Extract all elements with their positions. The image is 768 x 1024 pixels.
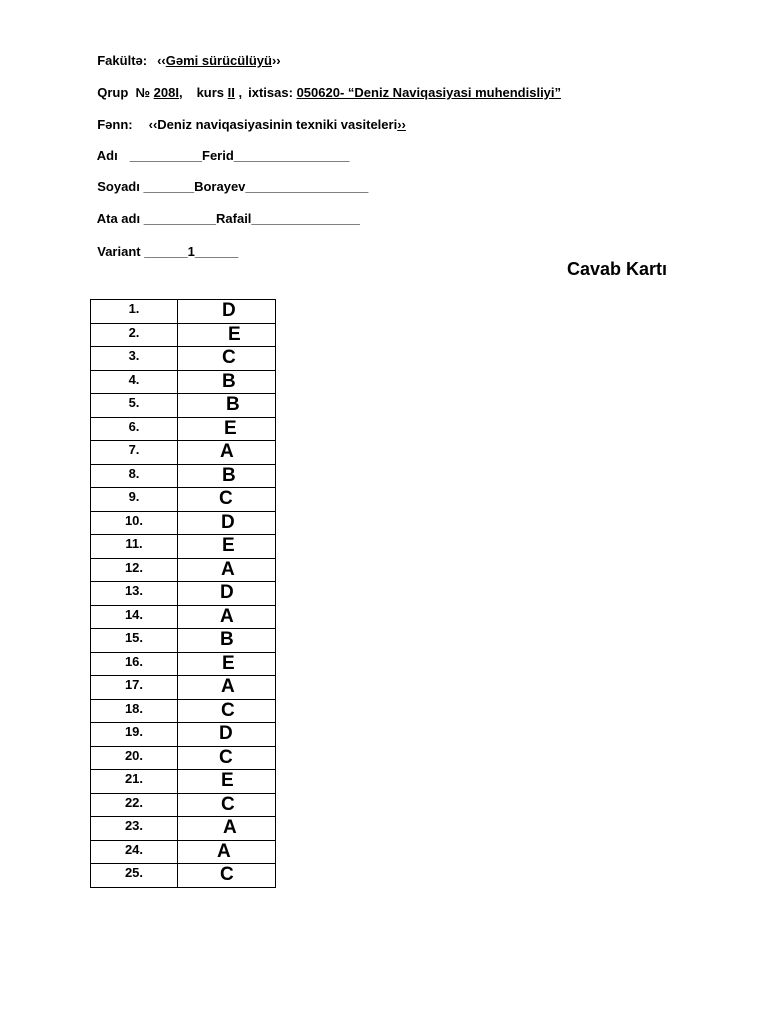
- faculty-label: Fakültə:: [97, 53, 148, 68]
- question-number: 23.: [91, 817, 178, 841]
- answer-table-body: [91, 300, 276, 888]
- table-row: [91, 558, 276, 582]
- question-number: 10.: [91, 511, 178, 535]
- faculty-line: [90, 37, 281, 69]
- table-row: [91, 793, 276, 817]
- answer-letter: C: [221, 699, 235, 721]
- answer-cell: [178, 723, 276, 747]
- question-number: 16.: [91, 652, 178, 676]
- variant-line: [90, 228, 238, 260]
- table-row: [91, 746, 276, 770]
- question-number: 20.: [91, 746, 178, 770]
- table-row: [91, 441, 276, 465]
- answer-cell: [178, 770, 276, 794]
- surname-line: [90, 163, 368, 195]
- question-number: 3.: [91, 347, 178, 371]
- table-row: [91, 652, 276, 676]
- answer-cell: [178, 535, 276, 559]
- question-number: 22.: [91, 793, 178, 817]
- question-number: 21.: [91, 770, 178, 794]
- group-line: [90, 69, 561, 101]
- table-row: [91, 511, 276, 535]
- faculty-close-quote: ››: [271, 53, 281, 68]
- subject-label: Fənn:: [97, 117, 133, 132]
- question-number: 11.: [91, 535, 178, 559]
- question-number: 1.: [91, 300, 178, 324]
- table-row: [91, 464, 276, 488]
- table-row: [91, 864, 276, 888]
- question-number: 8.: [91, 464, 178, 488]
- subject-close-quote: ››: [397, 117, 406, 132]
- faculty-value: Gəmi sürücülüyü: [165, 53, 272, 68]
- table-row: [91, 394, 276, 418]
- answer-letter: C: [219, 746, 233, 768]
- question-number: 17.: [91, 676, 178, 700]
- question-number: 4.: [91, 370, 178, 394]
- surname-label: Soyadı: [97, 179, 140, 194]
- table-row: [91, 723, 276, 747]
- answer-cell: [178, 370, 276, 394]
- answer-cell: [178, 582, 276, 606]
- course-comma: ,: [234, 85, 243, 100]
- table-row: [91, 417, 276, 441]
- table-row: [91, 347, 276, 371]
- father-name-label: Ata adı: [96, 211, 141, 226]
- specialty-value: 050620- “Deniz Naviqasiyasi muhendisliyi”: [296, 85, 562, 100]
- answer-cell: [178, 488, 276, 512]
- answer-cell: [178, 417, 276, 441]
- table-row: [91, 699, 276, 723]
- answer-letter: A: [217, 840, 231, 862]
- question-number: 12.: [91, 558, 178, 582]
- answer-cell: [178, 699, 276, 723]
- answer-letter: E: [221, 770, 234, 792]
- answer-letter: E: [228, 323, 241, 345]
- answer-letter: B: [220, 629, 234, 651]
- father-name-line: [90, 195, 360, 227]
- answer-letter: D: [222, 300, 236, 322]
- answer-letter: C: [222, 347, 236, 369]
- surname-value: _______Borayev_________________: [143, 179, 369, 194]
- subject-value: Deniz naviqasiyasinin texniki vasiteleri: [157, 117, 398, 132]
- course-value: II: [227, 85, 235, 100]
- father-name-value: __________Rafail_______________: [143, 211, 360, 226]
- question-number: 18.: [91, 699, 178, 723]
- answer-letter: C: [220, 864, 234, 886]
- table-row: [91, 840, 276, 864]
- answer-letter: D: [221, 511, 235, 533]
- answer-cell: [178, 864, 276, 888]
- name-value: __________Ferid________________: [129, 148, 350, 163]
- answer-letter: B: [222, 464, 236, 486]
- answer-letter: A: [223, 817, 237, 839]
- answer-letter: A: [221, 558, 235, 580]
- answer-cell: [178, 676, 276, 700]
- table-row: [91, 770, 276, 794]
- table-row: [91, 323, 276, 347]
- question-number: 9.: [91, 488, 178, 512]
- answer-letter: C: [219, 488, 233, 510]
- subject-open-quote: ‹‹: [148, 117, 158, 132]
- question-number: 14.: [91, 605, 178, 629]
- answer-cell: [178, 300, 276, 324]
- answer-letter: C: [221, 793, 235, 815]
- question-number: 2.: [91, 323, 178, 347]
- table-row: [91, 535, 276, 559]
- answer-cell: [178, 511, 276, 535]
- answer-letter: A: [220, 441, 234, 463]
- answer-cell: [178, 652, 276, 676]
- question-number: 19.: [91, 723, 178, 747]
- question-number: 24.: [91, 840, 178, 864]
- table-row: [91, 629, 276, 653]
- answer-cell: [178, 793, 276, 817]
- name-label: Adı: [96, 148, 118, 163]
- answer-cell: [178, 323, 276, 347]
- name-line: [90, 132, 349, 164]
- answer-cell: [178, 629, 276, 653]
- answer-cell: [178, 605, 276, 629]
- answer-table: [90, 299, 276, 888]
- answer-cell: [178, 441, 276, 465]
- answer-letter: A: [221, 676, 235, 698]
- answer-letter: B: [226, 394, 240, 416]
- answer-letter: E: [224, 417, 237, 439]
- question-number: 15.: [91, 629, 178, 653]
- variant-label: Variant: [97, 244, 141, 259]
- group-label: Qrup №: [97, 85, 151, 100]
- answer-cell: [178, 840, 276, 864]
- answer-cell: [178, 394, 276, 418]
- question-number: 7.: [91, 441, 178, 465]
- answer-cell: [178, 558, 276, 582]
- answer-cell: [178, 817, 276, 841]
- answer-letter: D: [220, 582, 234, 604]
- table-row: [91, 582, 276, 606]
- table-row: [91, 817, 276, 841]
- question-number: 13.: [91, 582, 178, 606]
- answer-letter: B: [222, 370, 236, 392]
- table-row: [91, 676, 276, 700]
- answer-letter: E: [222, 535, 235, 557]
- answer-letter: D: [219, 723, 233, 745]
- page-title: Cavab Kartı: [567, 259, 668, 279]
- answer-letter: E: [222, 652, 235, 674]
- group-comma: ,: [178, 85, 183, 100]
- course-label: kurs: [196, 85, 225, 100]
- table-row: [91, 605, 276, 629]
- answer-cell: [178, 464, 276, 488]
- answer-cell: [178, 347, 276, 371]
- question-number: 25.: [91, 864, 178, 888]
- subject-line: [90, 101, 406, 133]
- variant-value: ______1______: [144, 244, 239, 259]
- answer-cell: [178, 746, 276, 770]
- table-row: [91, 370, 276, 394]
- faculty-open-quote: ‹‹: [157, 53, 166, 68]
- question-number: 6.: [91, 417, 178, 441]
- answer-letter: A: [220, 605, 234, 627]
- table-row: [91, 488, 276, 512]
- specialty-label: ixtisas:: [248, 85, 293, 100]
- group-value: 208I: [153, 85, 179, 100]
- question-number: 5.: [91, 394, 178, 418]
- table-row: [91, 300, 276, 324]
